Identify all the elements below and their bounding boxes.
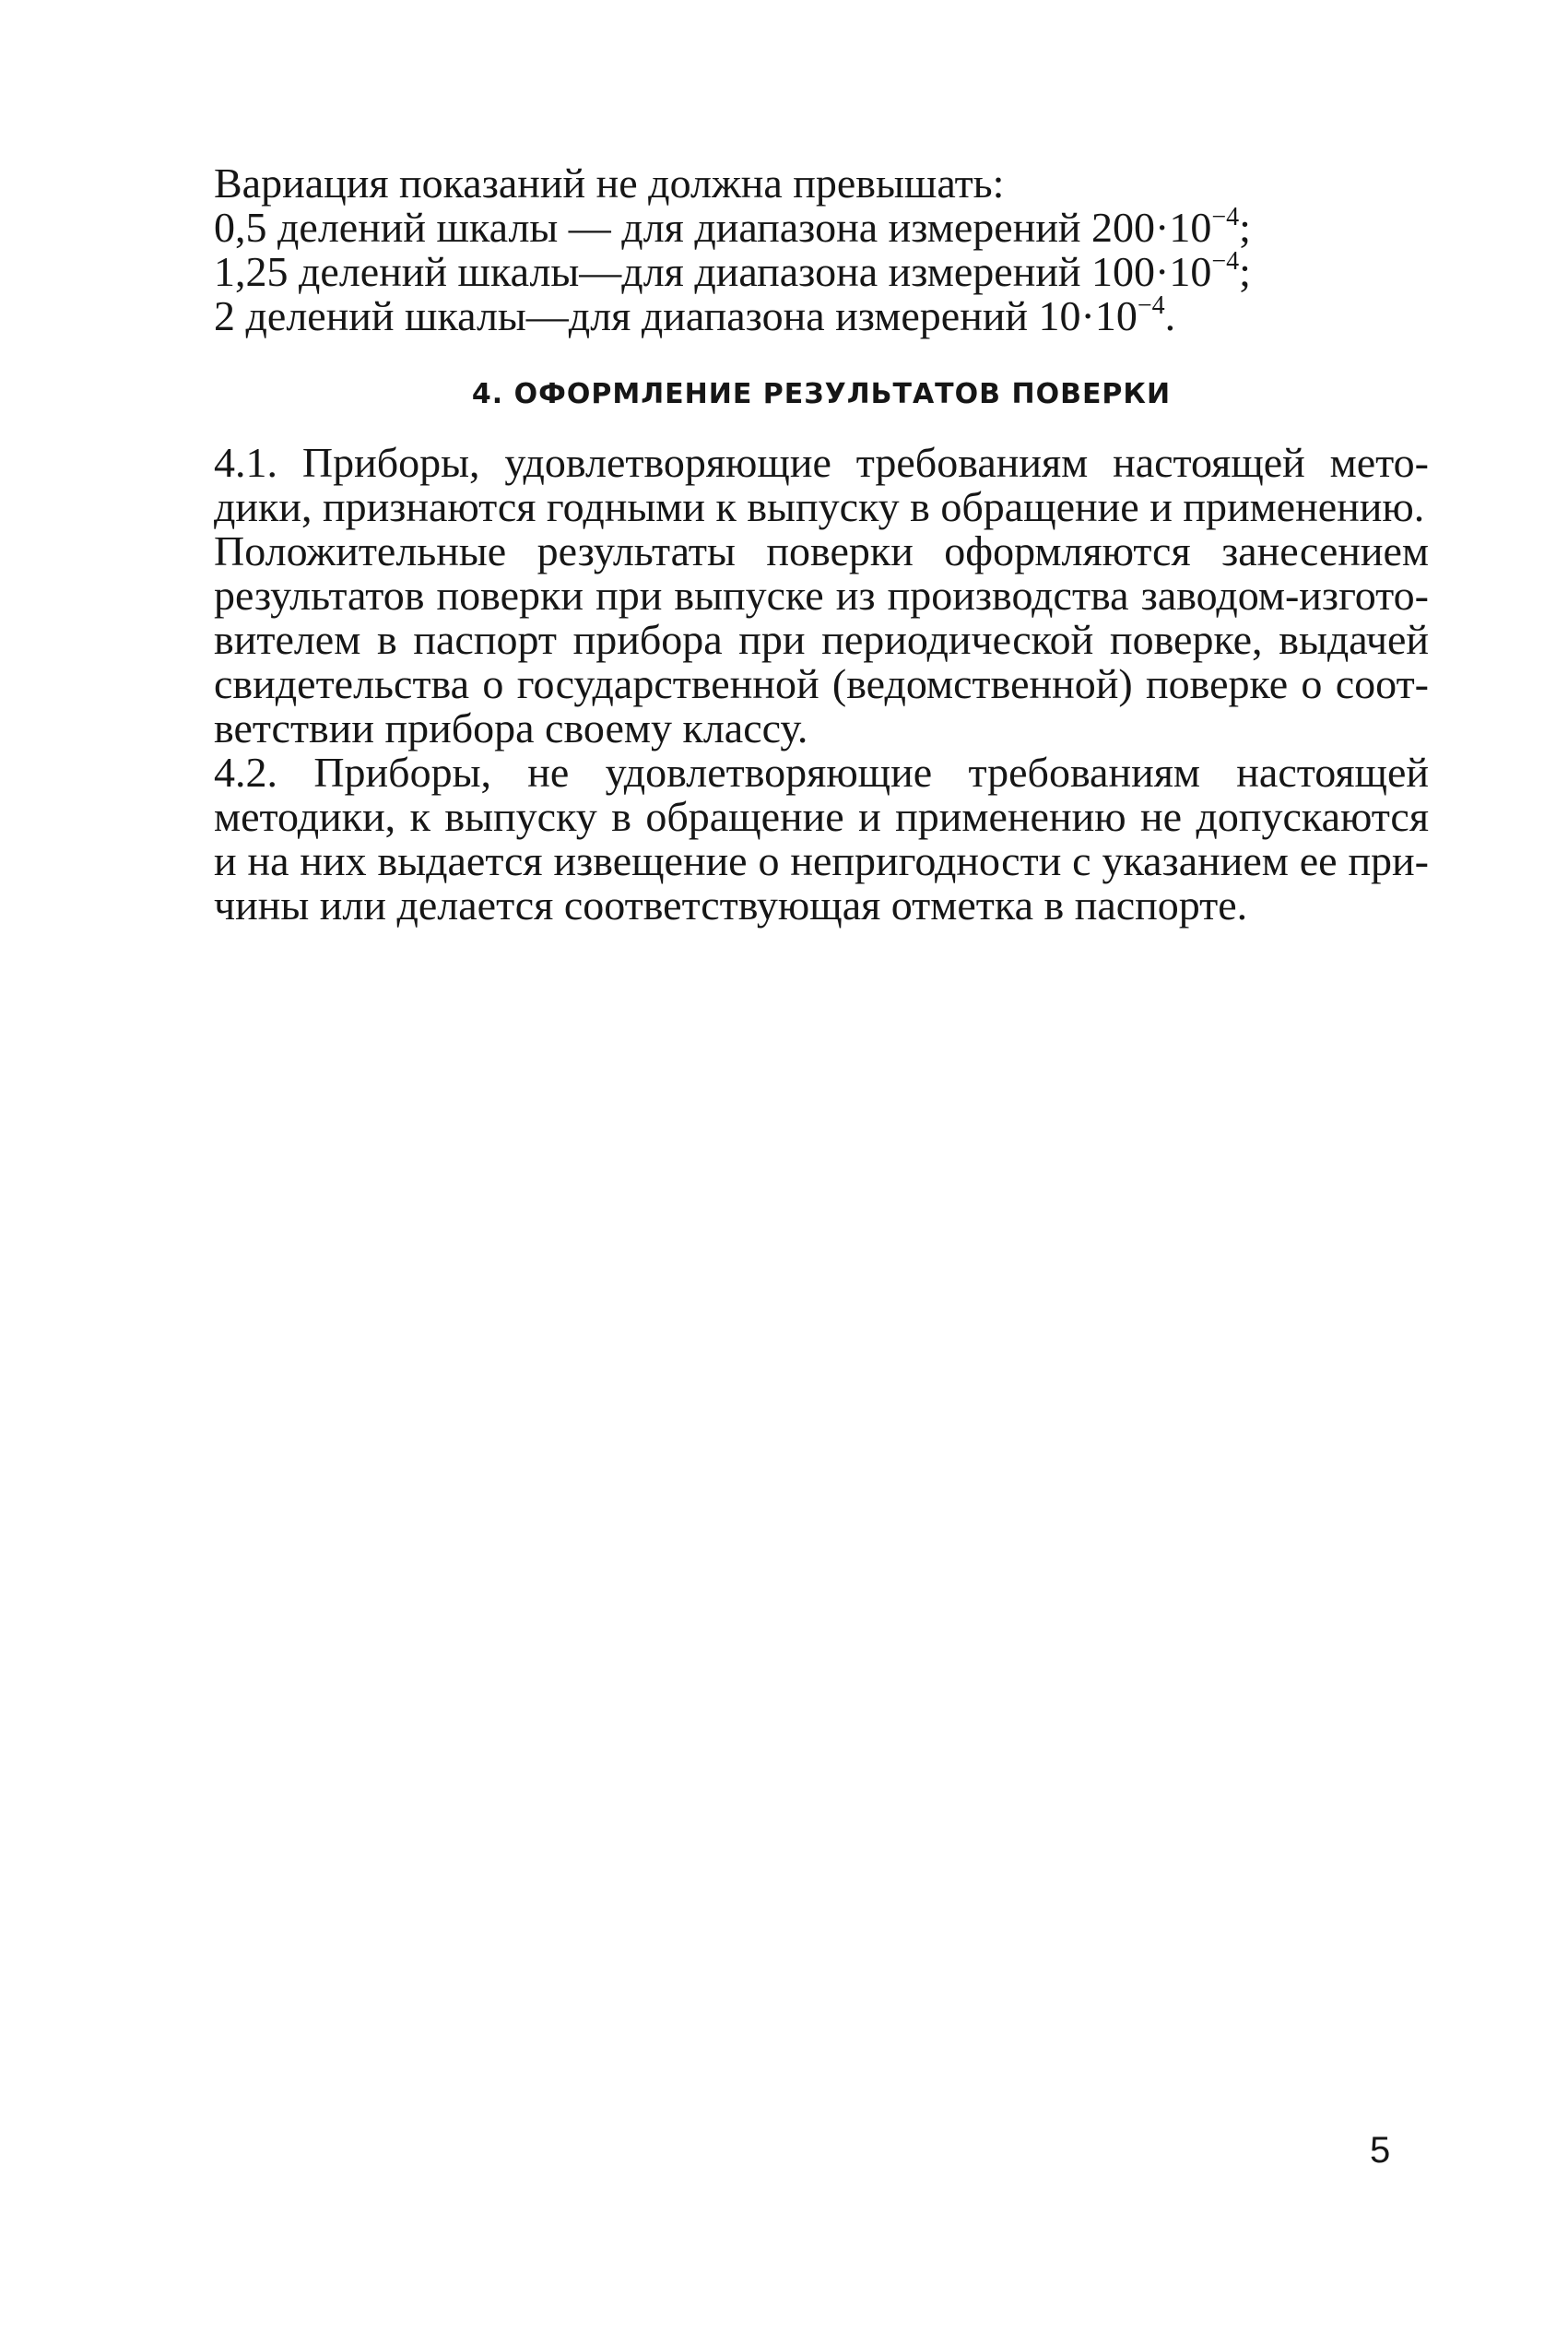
page-number: 5	[1370, 2130, 1391, 2171]
paragraph-line: и на них выдается извещение о непригодности с указанием ее при-	[214, 837, 1429, 884]
section-heading: 4. ОФОРМЛЕНИЕ РЕЗУЛЬТАТОВ ПОВЕРКИ	[471, 378, 1172, 410]
paragraph-line: дики, признаются годными к выпуску в обращение и применению.	[214, 483, 1425, 530]
variation-item: 2 делений шкалы—для диапазона измерений $10\cdot 10^{-4}$.	[214, 291, 1176, 339]
paragraph-line: результатов поверки при выпуске из производства заводом-изгото-	[214, 572, 1429, 619]
section-body	[214, 441, 1429, 928]
paragraph-4-2	[214, 751, 1429, 928]
variation-item: 1,25 делений шкалы—для диапазона измерений $100\cdot 10^{-4}$;	[214, 247, 1251, 295]
variation-intro: Вариация показаний не должна превышать:	[214, 160, 1005, 207]
paragraph-line: вителем в паспорт прибора при периодической поверке, выдачей	[214, 616, 1429, 663]
variation-requirements	[214, 161, 1429, 338]
paragraph-line: чины или делается соответствующая отметка в паспорте.	[214, 882, 1248, 929]
paragraph-positive-results	[214, 529, 1429, 751]
paragraph-line: Положительные результаты поверки оформляются занесением	[214, 527, 1429, 574]
paragraph-4-1	[214, 441, 1429, 529]
paragraph-line: свидетельства о государственной (ведомственной) поверке о соот-	[214, 660, 1429, 707]
paragraph-line: ветствии прибора своему классу.	[214, 704, 808, 751]
paragraph-line: 4.2. Приборы, не удовлетворяющие требованиям настоящей	[214, 749, 1429, 796]
paragraph-line: методики, к выпуску в обращение и применению не допускаются	[214, 793, 1429, 840]
paragraph-line: 4.1. Приборы, удовлетворяющие требованиям настоящей мето-	[214, 439, 1429, 486]
variation-item: 0,5 делений шкалы — для диапазона измерений $200\cdot 10^{-4}$;	[214, 203, 1251, 251]
